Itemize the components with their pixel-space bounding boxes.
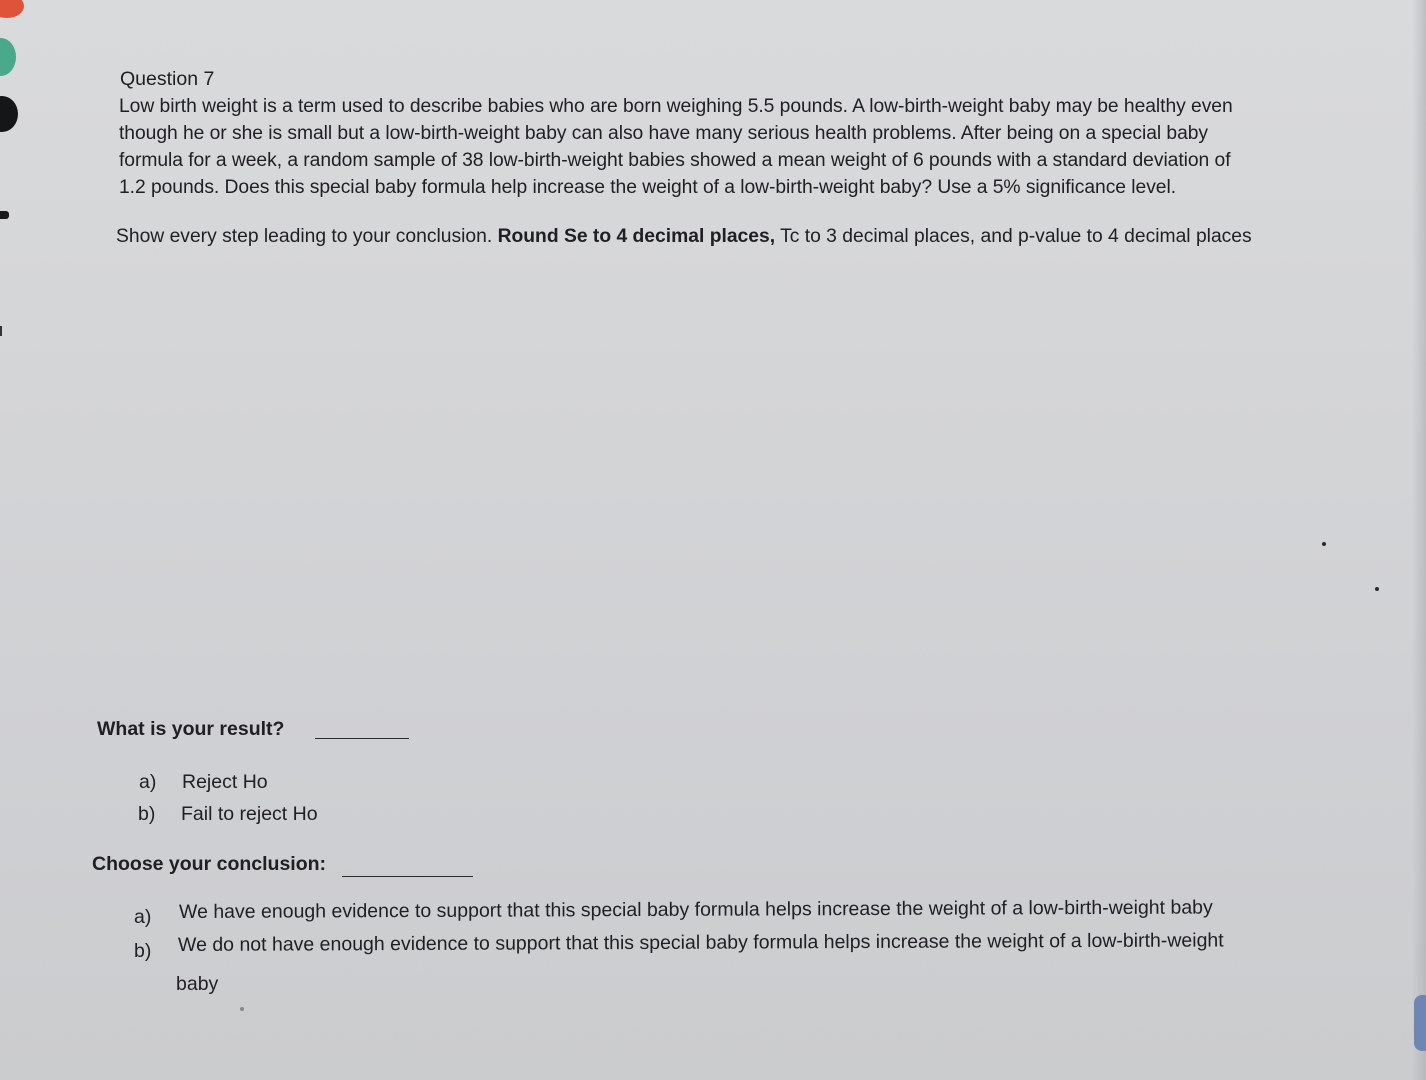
question-title: Question 7 [120, 68, 215, 90]
conclusion-option-b-text[interactable]: We do not have enough evidence to support that this special baby formula helps increase the weight of a low-birth-weight [177, 929, 1224, 956]
instructions-suffix: Tc to 3 decimal places, and p-value to 4 decimal places [775, 226, 1252, 247]
question-body-line-4: 1.2 pounds. Does this special baby formula help increase the weight of a low-birth-weight baby? Use a 5% significance level. [119, 177, 1177, 198]
instructions-prefix: Show every step leading to your conclusion. [116, 226, 498, 247]
conclusion-answer-blank[interactable] [342, 876, 473, 877]
paper-speck [1322, 542, 1326, 546]
left-edge-mark [0, 211, 9, 219]
question-body-line-1: Low birth weight is a term used to describe babies who are born weighing 5.5 pounds. A low-birth-weight baby may be healthy even [119, 96, 1233, 117]
instructions-bold: Round Se to 4 decimal places, [497, 226, 776, 247]
left-edge-red-tab [0, 0, 24, 18]
question-body-line-3: formula for a week, a random sample of 38 low-birth-weight babies showed a mean weight of 6 pounds with a standard deviation of [119, 150, 1231, 171]
left-edge-black-tab [0, 96, 18, 132]
left-edge-tick [0, 326, 2, 336]
right-edge-blue-object [1414, 995, 1426, 1051]
instructions [116, 223, 1252, 250]
paper-speck [240, 1007, 244, 1011]
work-area[interactable] [110, 270, 1350, 690]
conclusion-option-a-text[interactable]: We have enough evidence to support that this special baby formula helps increase the weight of a low-birth-weight baby [178, 896, 1213, 923]
paper-speck [1375, 587, 1379, 591]
left-edge-green-tab [0, 38, 16, 76]
result-option-b-letter: b) [138, 803, 156, 825]
conclusion-option-b-continuation[interactable]: baby [176, 973, 219, 995]
conclusion-question-label: Choose your conclusion: [92, 853, 327, 875]
question-body [119, 93, 1369, 201]
result-answer-blank[interactable] [315, 738, 409, 739]
question-body-line-2: though he or she is small but a low-birth-weight baby can also have many serious health problems. After being on a special baby [119, 123, 1209, 144]
result-option-a-text[interactable]: Reject Ho [182, 771, 268, 793]
result-question-label: What is your result? [97, 718, 285, 740]
conclusion-option-b-letter: b) [134, 940, 152, 962]
right-page-edge [1412, 0, 1426, 1080]
result-option-a-letter: a) [139, 771, 157, 793]
result-option-b-text[interactable]: Fail to reject Ho [181, 803, 318, 825]
conclusion-option-a-letter: a) [134, 906, 152, 928]
